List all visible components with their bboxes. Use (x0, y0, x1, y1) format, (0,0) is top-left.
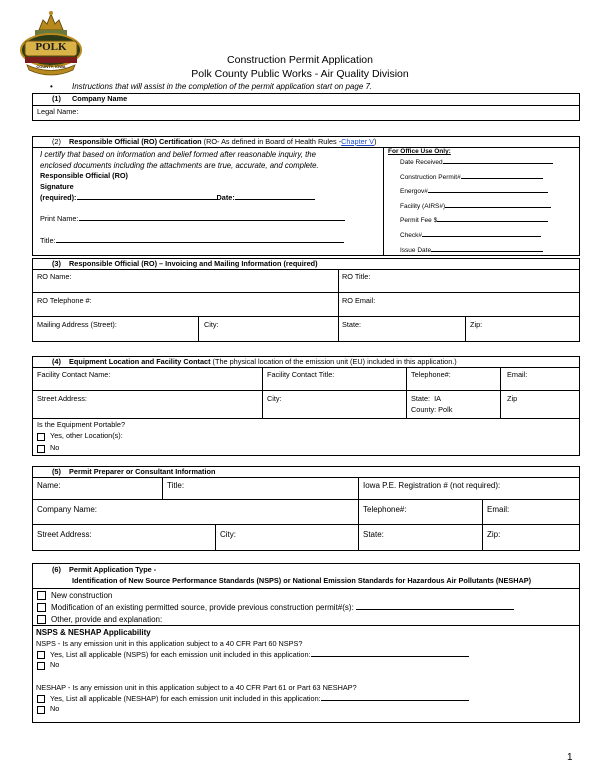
office-use-item[interactable] (400, 158, 553, 166)
section-5-header (52, 468, 215, 477)
office-use-item-label: Construction Permit# (400, 173, 461, 181)
facility-county-value: County: Polk (411, 405, 453, 414)
nsps-yes-checkbox[interactable] (37, 651, 45, 659)
new-construction-label: New construction (51, 591, 113, 600)
office-use-heading: For Office Use Only: (388, 148, 451, 155)
section-4-header (52, 358, 457, 367)
section-6-number: (6) (52, 565, 61, 574)
portable-yes-checkbox[interactable] (37, 433, 45, 441)
section-2-title-end: ) (374, 137, 377, 146)
section-2-header (52, 138, 376, 147)
required-label: (required): (40, 193, 77, 202)
nsps-question: NSPS - Is any emission unit in this application subject to a 40 CFR Part 60 NSPS? (36, 639, 303, 648)
ro-telephone-field[interactable]: RO Telephone #: (37, 296, 92, 305)
date-label: Date: (216, 193, 235, 202)
facility-email-field[interactable]: Email: (507, 370, 528, 379)
preparer-state-field[interactable]: State: (363, 530, 384, 539)
nsps-no-label: No (50, 660, 60, 669)
instructions-text: Instructions that will assist in the completion of the permit application start on page 7. (72, 82, 373, 91)
portable-question: Is the Equipment Portable? (37, 420, 126, 429)
ro-title-field[interactable] (40, 236, 344, 246)
neshap-no-label: No (50, 704, 60, 713)
preparer-name-field[interactable]: Name: (37, 481, 61, 490)
neshap-yes-field[interactable] (50, 694, 469, 704)
mailing-address-field[interactable]: Mailing Address (Street): (37, 320, 117, 329)
preparer-telephone-field[interactable]: Telephone#: (363, 505, 407, 514)
portable-yes-label: Yes, other Location(s): (50, 431, 123, 440)
portable-no-checkbox[interactable] (37, 445, 45, 453)
facility-state-value: State: IA (411, 394, 442, 403)
section-2-title: Responsible Official (RO) Certification (69, 137, 202, 146)
other-label: Other, provide and explanation: (51, 615, 163, 624)
iowa-pe-field[interactable]: Iowa P.E. Registration # (not required): (363, 481, 501, 490)
logo-text: POLK (35, 41, 67, 53)
new-construction-checkbox[interactable] (37, 591, 46, 600)
office-use-item-label: Issue Date (400, 246, 432, 254)
other-checkbox[interactable] (37, 615, 46, 624)
preparer-company-field[interactable]: Company Name: (37, 505, 98, 514)
office-use-item-label: Date Received (400, 159, 443, 166)
section-3-title: Responsible Official (RO) – Invoicing and Mailing Information (required) (69, 259, 318, 268)
section-3-number: (3) (52, 259, 61, 268)
office-use-item[interactable] (400, 231, 541, 239)
preparer-title-field[interactable]: Title: (167, 481, 185, 490)
section-1-number: (1) (52, 94, 61, 103)
section-2-title-note: (RO- As defined in Board of Health Rules - (201, 137, 342, 146)
nsps-no-checkbox[interactable] (37, 662, 45, 670)
nsps-yes-field[interactable] (50, 650, 469, 660)
office-use-item[interactable] (400, 173, 543, 181)
signature-label: Signature (40, 182, 74, 191)
print-name-field[interactable] (40, 214, 345, 224)
facility-telephone-field[interactable]: Telephone#: (411, 370, 451, 379)
legal-name-field[interactable]: Legal Name: (37, 107, 79, 116)
section-4-title: Equipment Location and Facility Contact (69, 357, 211, 366)
preparer-email-field[interactable]: Email: (487, 505, 510, 514)
ro-state-field[interactable]: State: (342, 320, 362, 329)
section-4-number: (4) (52, 357, 61, 366)
applicability-heading: NSPS & NESHAP Applicability (36, 628, 151, 637)
modification-checkbox[interactable] (37, 603, 46, 612)
preparer-street-field[interactable]: Street Address: (37, 530, 92, 539)
section-5-title: Permit Preparer or Consultant Information (69, 467, 216, 476)
office-use-item[interactable] (400, 187, 548, 195)
section-5-number: (5) (52, 467, 61, 476)
ro-name-field[interactable]: RO Name: (37, 272, 72, 281)
instructions-bullet: • (50, 82, 53, 91)
neshap-yes-checkbox[interactable] (37, 695, 45, 703)
page-title: Construction Permit Application (227, 54, 373, 66)
ro-email-field[interactable]: RO Email: (342, 296, 376, 305)
nsps-yes-label: Yes, List all applicable (NSPS) for each emission unit included in this application: (50, 650, 311, 659)
portable-no-label: No (50, 443, 60, 452)
facility-contact-name-field[interactable]: Facility Contact Name: (37, 370, 111, 379)
facility-zip-field[interactable]: Zip (507, 394, 518, 403)
ro-label: Responsible Official (RO) (40, 171, 128, 180)
certification-line-1: I certify that based on information and belief formed after reasonable inquiry, the (40, 150, 316, 159)
ro-title-invoice-field[interactable]: RO Title: (342, 272, 371, 281)
chapter-v-link[interactable]: Chapter V (341, 137, 374, 146)
logo-subtext: COUNTY, IOWA (36, 64, 66, 69)
section-2-number: (2) (52, 137, 61, 146)
office-use-item[interactable] (400, 246, 543, 254)
ro-city-field[interactable]: City: (204, 320, 219, 329)
neshap-question: NESHAP - Is any emission unit in this application subject to a 40 CFR Part 61 or Part 63 NESHAP? (36, 683, 357, 692)
office-use-item[interactable] (400, 216, 548, 224)
page-subtitle: Polk County Public Works - Air Quality Division (191, 68, 409, 80)
preparer-city-field[interactable]: City: (220, 530, 236, 539)
neshap-yes-label: Yes, List all applicable (NESHAP) for each emission unit included in this application: (50, 694, 321, 703)
section-6-header (52, 566, 156, 575)
section-4-title-note: (The physical location of the emission unit (EU) included in this application.) (210, 357, 457, 366)
modification-label: Modification of an existing permitted source, provide previous construction permit#(s): (51, 603, 354, 612)
facility-street-field[interactable]: Street Address: (37, 394, 87, 403)
ro-zip-field[interactable]: Zip: (470, 320, 483, 329)
facility-contact-title-field[interactable]: Facility Contact Title: (267, 370, 335, 379)
office-use-item-label: Permit Fee $ (400, 217, 438, 225)
office-use-item-label: Facility (AIRS#) (400, 202, 446, 210)
office-use-item-label: Energov# (400, 188, 428, 196)
office-use-item-label: Check# (400, 232, 423, 239)
certification-line-2: enclosed documents including the attachments are true, accurate, and complete. (40, 161, 319, 170)
ro-title-label: Title: (40, 236, 56, 245)
section-6-subtitle: Identification of New Source Performance Standards (NSPS) or National Emission Standards for Hazardous Air Pollutants (NESHAP) (72, 576, 532, 585)
page-number: 1 (567, 752, 573, 763)
facility-city-field[interactable]: City: (267, 394, 282, 403)
neshap-no-checkbox[interactable] (37, 706, 45, 714)
modification-field[interactable] (51, 603, 514, 613)
office-use-item[interactable] (400, 202, 551, 210)
section-6-title: Permit Application Type - (69, 565, 157, 574)
preparer-zip-field[interactable]: Zip: (487, 530, 501, 539)
print-name-label: Print Name: (40, 214, 79, 223)
signature-field[interactable] (40, 193, 315, 203)
section-1-title: Company Name (72, 94, 128, 103)
section-3-header (52, 260, 318, 269)
